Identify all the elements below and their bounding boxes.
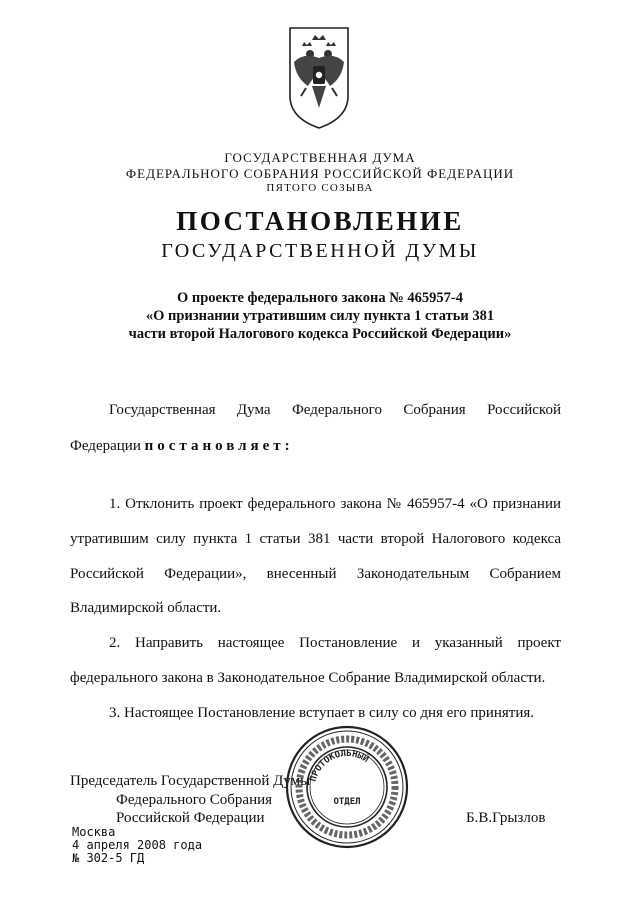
document-title: ПОСТАНОВЛЕНИЕ [176, 206, 464, 236]
preamble-decides: постановляет: [144, 438, 294, 454]
item-1-line-3: Российской Федерации», внесенный Законодательным Собранием [70, 566, 561, 582]
signature-title-line-1: Председатель Государственной Думы [70, 773, 311, 789]
preamble-line-1: Государственная Дума Федерального Собрания Российской [109, 402, 561, 418]
item-2-line-1: 2. Направить настоящее Постановление и указанный проект [109, 635, 561, 651]
subject-line-1: О проекте федерального закона № 465957-4 [176, 290, 464, 306]
footer-date: 4 апреля 2008 года [72, 838, 203, 852]
item-2-line-2: федерального закона в Законодательное Собрание Владимирской области. [70, 670, 546, 686]
item-1-line-1: 1. Отклонить проект федерального закона № 465957-4 «О признании [109, 496, 561, 512]
document-subject [100, 289, 540, 343]
preamble-federation: Федерации [70, 438, 141, 454]
coat-of-arms-emblem [286, 26, 352, 130]
subject-line-2: «О признании утратившим силу пункта 1 статьи 381 [145, 308, 495, 324]
item-1-line-2: утратившим силу пункта 1 статьи 381 части второй Налогового кодекса [70, 531, 561, 547]
item-1-line-4: Владимирской области. [70, 600, 222, 616]
signature-title-line-2: Федерального Собрания [116, 792, 273, 808]
stamp-inner-bottom-text: ОТДЕЛ [333, 797, 361, 807]
document-subtitle: ГОСУДАРСТВЕННОЙ ДУМЫ [161, 240, 479, 262]
preamble-line-2 [70, 438, 294, 455]
org-name-line-1: ГОСУДАРСТВЕННАЯ ДУМА [224, 150, 416, 165]
item-3-line-1: 3. Настоящее Постановление вступает в силу со дня его принятия. [109, 705, 535, 721]
signature-title-line-3: Российской Федерации [116, 810, 265, 826]
convocation-line: ПЯТОГО СОЗЫВА [266, 182, 374, 194]
footer-number: № 302-5 ГД [72, 851, 145, 865]
org-name-line-2: ФЕДЕРАЛЬНОГО СОБРАНИЯ РОССИЙСКОЙ ФЕДЕРАЦИИ [125, 166, 515, 181]
protocol-department-stamp [282, 722, 412, 852]
footer-city: Москва [72, 825, 116, 839]
stamp-inner-top-text: ПРОТОКОЛЬНЫЙ [308, 748, 371, 783]
signatory-name: Б.В.Грызлов [466, 810, 546, 826]
subject-line-3: части второй Налогового кодекса Российской Федерации» [128, 326, 512, 342]
